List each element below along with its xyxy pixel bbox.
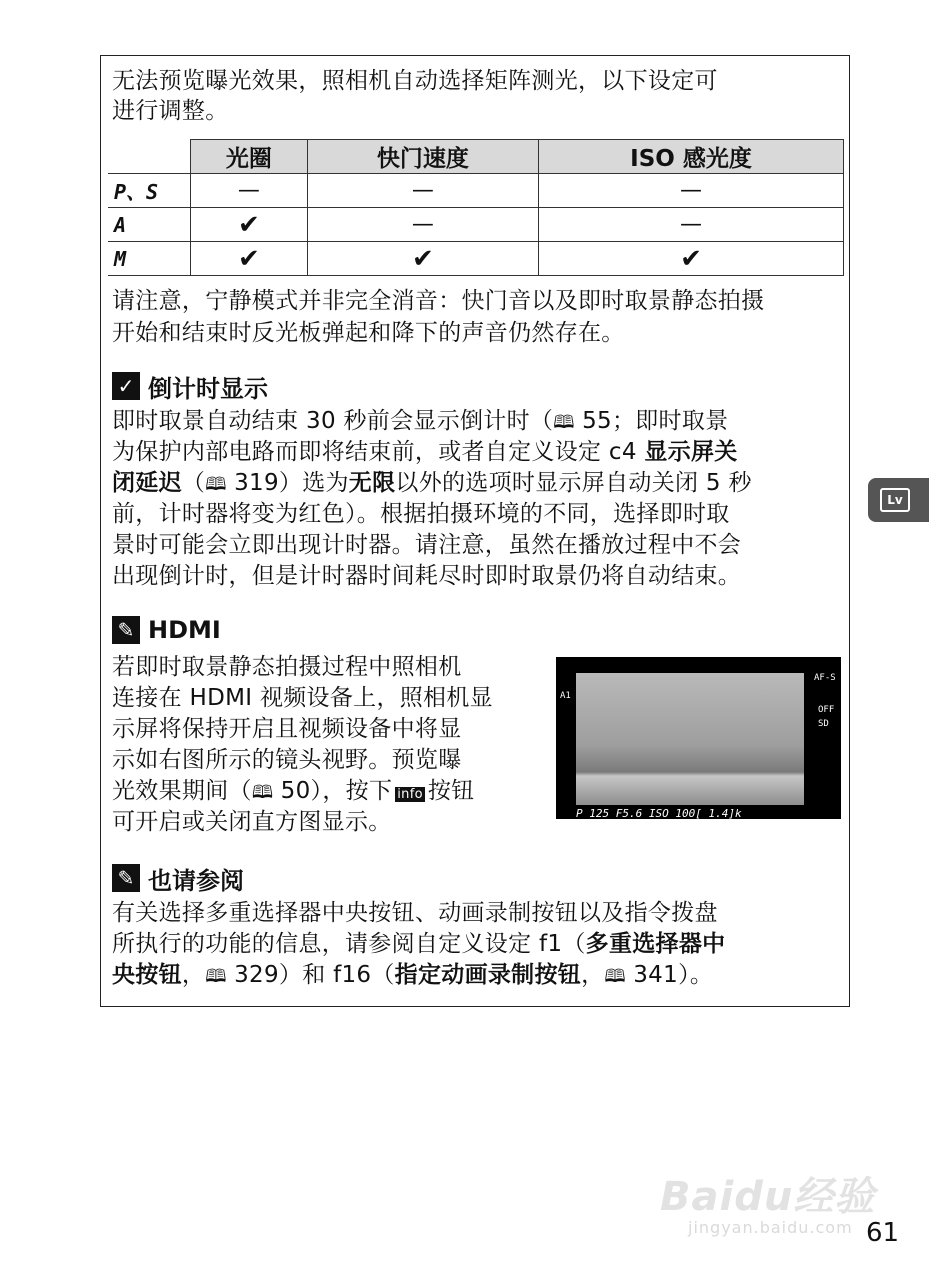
live-view-icon: Lv: [880, 488, 910, 512]
countdown-line: 闭延迟（🕮 319）选为无限以外的选项时显示屏自动关闭 5 秒: [112, 470, 752, 496]
see-also-heading: [112, 862, 244, 894]
table-cell: —: [307, 208, 538, 242]
table-row: [108, 242, 844, 276]
countdown-title: 倒计时显示: [148, 374, 268, 403]
intro-line-1: 无法预览曝光效果，照相机自动选择矩阵测光，以下设定可: [112, 68, 718, 94]
hdmi-line: 光效果期间（🕮 50），按下 info 按钮: [112, 778, 475, 804]
table-corner: [108, 140, 191, 174]
pencil-icon: ✎: [112, 864, 140, 892]
book-icon: 🕮: [205, 966, 227, 987]
header-iso: ISO 感光度: [539, 140, 844, 174]
countdown-line: 即时取景自动结束 30 秒前会显示倒计时（🕮 55；即时取景: [112, 408, 729, 434]
baidu-url: jingyan.baidu.com: [688, 1218, 853, 1237]
countdown-line: 景时可能会立即出现计时器。请注意，虽然在播放过程中不会: [112, 532, 742, 558]
note-line-1: 请注意，宁静模式并非完全消音：快门音以及即时取景静态拍摄: [112, 288, 765, 314]
adjustable-settings-table: [108, 139, 844, 276]
mode-cell: A: [108, 208, 191, 242]
book-icon: 🕮: [205, 474, 227, 495]
hdmi-line: 若即时取景静态拍摄过程中照相机: [112, 654, 462, 680]
countdown-line: 出现倒计时，但是计时器时间耗尽时即时取景仍将自动结束。: [112, 563, 742, 589]
hdmi-line: 示屏将保持开启且视频设备中将显: [112, 716, 462, 742]
table-cell: —: [539, 174, 844, 208]
see-also-title: 也请参阅: [148, 866, 244, 895]
countdown-line: 为保护内部电路而即将结束前，或者自定义设定 c4 显示屏关: [112, 439, 738, 465]
intro-line-2: 进行调整。: [112, 98, 229, 124]
live-view-tab[interactable]: [868, 478, 929, 522]
table-cell: ✔: [307, 242, 538, 276]
hdmi-line: 连接在 HDMI 视频设备上，照相机显: [112, 685, 493, 711]
book-icon: 🕮: [604, 966, 626, 987]
hdmi-title: HDMI: [148, 616, 221, 644]
see-also-line: 央按钮，🕮 329）和 f16（指定动画录制按钮，🕮 341）。: [112, 962, 714, 988]
hdmi-output-image: A1 AF-S OFF SD P 125 F5.6 ISO 100[ 1.4]k: [556, 657, 841, 819]
see-also-line: 有关选择多重选择器中央按钮、动画录制按钮以及指令拨盘: [112, 900, 718, 926]
table-cell: ✔: [191, 242, 308, 276]
baidu-watermark: Baidu经验: [660, 1174, 876, 1220]
table-cell: —: [539, 208, 844, 242]
book-icon: 🕮: [553, 412, 575, 433]
page-number: 61: [866, 1218, 900, 1248]
book-icon: 🕮: [251, 782, 274, 803]
check-icon: ✓: [112, 372, 140, 400]
pencil-icon: ✎: [112, 616, 140, 644]
lens-view: [576, 673, 804, 805]
table-cell: ✔: [191, 208, 308, 242]
table-cell: —: [191, 174, 308, 208]
info-button-icon: info: [397, 787, 423, 802]
table-cell: ✔: [539, 242, 844, 276]
mode-cell: M: [108, 242, 191, 276]
hdmi-heading: [112, 614, 221, 646]
table-row: [108, 174, 844, 208]
table-header-row: [108, 140, 844, 174]
table-row: [108, 208, 844, 242]
note-line-2: 开始和结束时反光板弹起和降下的声音仍然存在。: [112, 320, 625, 346]
header-aperture: 光圈: [191, 140, 308, 174]
countdown-line: 前，计时器将变为红色）。根据拍摄环境的不同，选择即时取: [112, 501, 730, 527]
mode-cell: P、S: [108, 174, 191, 208]
hdmi-line: 可开启或关闭直方图显示。: [112, 809, 392, 835]
countdown-heading: [112, 370, 268, 402]
see-also-line: 所执行的功能的信息，请参阅自定义设定 f1（多重选择器中: [112, 931, 726, 957]
header-shutter: 快门速度: [307, 140, 538, 174]
table-cell: —: [307, 174, 538, 208]
hdmi-line: 示如右图所示的镜头视野。预览曝: [112, 747, 462, 773]
